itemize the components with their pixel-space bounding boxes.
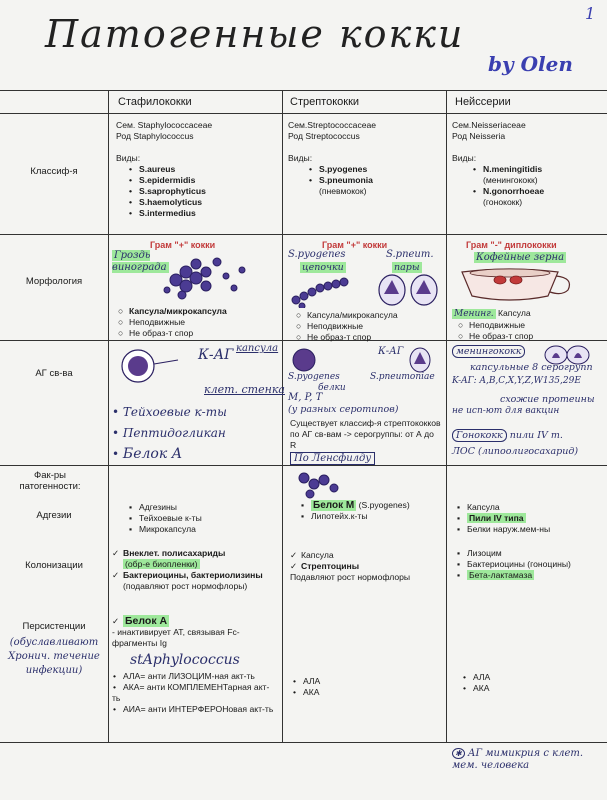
list-item: • S.pyogenes xyxy=(308,164,368,174)
list-item: ✓ Стрептоцины xyxy=(290,561,360,571)
morph-strep-item: Неподвижные xyxy=(307,321,364,331)
list-item: ✓ Капсула xyxy=(290,550,334,560)
ag-strep-pneum: S.pneumoniae xyxy=(370,372,435,382)
ag-staph-item: Тейхоевые к-ты xyxy=(122,405,227,419)
morph-neis-item: Капсула xyxy=(498,308,531,318)
list-item: • S.epidermidis xyxy=(128,175,196,185)
list-item: ○ Капсула/микрокапсула xyxy=(118,306,227,316)
list-item xyxy=(472,197,602,208)
asterisk-icon: ✱ xyxy=(452,748,465,759)
list-item: • S.haemolyticus xyxy=(128,197,203,207)
persistence-neis-item: АКА xyxy=(473,683,490,693)
list-item xyxy=(308,186,443,197)
adhesion-strep-protein-m-note: (S.pyogenes) xyxy=(358,500,410,510)
persistence-strep-item: АКА xyxy=(303,687,320,697)
row-label-adhesion: Адгезии xyxy=(36,510,72,521)
species-name: S.intermedius xyxy=(139,208,196,218)
adhesion-neis-list xyxy=(456,502,550,535)
persistence-neis xyxy=(462,672,490,694)
row-label-morphology: Морфология xyxy=(25,276,83,287)
morph-strep-hand2: S.pneum. xyxy=(386,249,434,260)
class-staph-genus: Род Staphylococcus xyxy=(116,131,194,141)
column-header-staph: Стафилококки xyxy=(118,96,192,108)
ag-strep-lancefield: По Ленсфилду xyxy=(290,452,375,465)
morph-staph-hand xyxy=(112,250,167,274)
class-staph xyxy=(116,120,276,219)
column-header-strep: Стрептококки xyxy=(290,96,360,108)
ag-strep-pyo: S.pyogenes xyxy=(288,372,340,382)
species-name: N.gonorrhoeae xyxy=(483,186,545,196)
list-item xyxy=(452,308,602,320)
ag-neis-pili: пили IV т. xyxy=(509,430,563,441)
list-item: ○ Капсула/микрокапсула xyxy=(296,310,398,320)
row-label-colonization: Колонизации xyxy=(25,560,83,571)
list-item: • АКА xyxy=(292,687,320,697)
list-item: • S.intermedius xyxy=(128,208,196,218)
colonization-staph-item: Бактериоцины, бактериолизины xyxy=(123,570,263,580)
persistence-strep-item: АЛА xyxy=(303,676,321,686)
persistence-staph-item: АЛА= анти ЛИЗОЦИМ-ная акт-ть xyxy=(123,671,255,681)
colonization-neis-item: Бактериоцины (гоноцины) xyxy=(467,559,571,569)
list-item: • АИА= анти ИНТЕРФЕРОНовая акт-ть xyxy=(112,704,274,714)
list-item: • АЛА xyxy=(292,676,321,686)
list-item: ▪ Липотейх.к-ты xyxy=(300,511,368,521)
morph-strep-hand1: S.pyogenes xyxy=(288,249,346,260)
ag-staph-wall: клет. стенка xyxy=(204,383,285,396)
class-neis-species-label: Виды: xyxy=(452,153,477,163)
colonization-strep-item: Стрептоцины xyxy=(301,561,360,571)
coffee-cup-icon xyxy=(452,266,582,306)
list-item: ○ Неподвижные xyxy=(118,317,186,327)
list-item: ▪ Белок М (S.pyogenes) xyxy=(300,500,410,511)
adhesion-neis-item: Белки наруж.мем-ны xyxy=(467,524,551,534)
ag-strep-mpt: M, P, T xyxy=(288,392,323,403)
list-item: • N.meningitidis xyxy=(472,164,543,174)
author-byline: by Olen xyxy=(488,52,573,76)
persistence-staph-hand: stAphylococcus xyxy=(130,652,240,668)
list-item: ✓ Белок А xyxy=(112,615,168,627)
list-item: ○ Не образ-т спор xyxy=(458,331,534,341)
persistence-neis-item: АЛА xyxy=(473,672,491,682)
ag-neis-groups: K-AГ: A,B,C,X,Y,Z,W135,29E xyxy=(452,376,581,386)
species-note: (пневмокок) xyxy=(319,186,367,196)
colonization-staph-item: Внеклет. полисахариды xyxy=(123,548,226,558)
ag-neis-caps: капсульные 8 серогрупп xyxy=(470,362,593,373)
morph-strep-hand3 xyxy=(300,262,346,273)
list-item: • Белок А xyxy=(112,446,183,462)
ag-strep-text: Существует классиф-я стрептококков по АГ св-вам -> серогруппы: от А до R xyxy=(290,418,441,450)
morph-strep-header: Грам "+" кокки xyxy=(322,240,388,250)
ag-staph-item: Пептидогликан xyxy=(122,426,226,440)
persistence-staph-item: АИА= анти ИНТЕРФЕРОНовая акт-ть xyxy=(123,704,274,714)
list-item: • АКА xyxy=(462,683,490,693)
ag-staph-capsule: капсула xyxy=(236,343,279,354)
ag-strep-proteins: белки xyxy=(318,383,346,393)
list-item xyxy=(472,175,602,186)
pneumococcus-pair-icon xyxy=(372,272,444,308)
grape-cluster-icon xyxy=(162,250,252,306)
class-staph-family: Сем. Staphylococcaceae xyxy=(116,120,213,130)
persistence-staph-protein-a: Белок А xyxy=(125,615,168,627)
morph-neis-hand2: Менинг. xyxy=(454,309,494,319)
list-item: • АКА= анти КОМПЛЕМЕНТарная акт-ть xyxy=(112,682,270,703)
list-item: • S.pneumonia xyxy=(308,175,373,185)
adhesion-staph-item: Адгезины xyxy=(139,502,177,512)
staph-cell-diagram-icon xyxy=(118,346,208,386)
persistence-staph xyxy=(112,616,277,715)
class-staph-species-label: Виды: xyxy=(116,153,141,163)
ag-staph-ag: К-АГ xyxy=(198,347,234,363)
colonization-strep-note: Подавляют рост нормофлоры xyxy=(290,572,411,582)
class-strep-genus: Род Streptococcus xyxy=(288,131,360,141)
species-name: S.haemolyticus xyxy=(139,197,203,207)
colonization-strep-item: Капсула xyxy=(301,550,334,560)
class-strep xyxy=(288,120,443,197)
list-item: ○ Неподвижные xyxy=(296,321,364,331)
morph-neis-list xyxy=(452,308,602,342)
colonization-staph-item: (обр-е биопленки) xyxy=(125,559,198,569)
list-item: • Пептидогликан xyxy=(112,426,226,440)
ag-neis-gono-row xyxy=(452,430,563,441)
table-rule-class xyxy=(0,234,607,235)
list-item: ▪ Белки наруж.мем-ны xyxy=(456,524,551,534)
species-name: S.aureus xyxy=(139,164,176,174)
colonization-neis-item: Лизоцим xyxy=(467,548,502,558)
morph-neis-hand xyxy=(474,252,566,263)
ag-strep-ag: К-АГ xyxy=(378,346,404,357)
list-item: ▪ Бета-лактамаза xyxy=(456,570,533,580)
ag-strep-serotypes: (у разных серотипов) xyxy=(288,404,399,415)
table-col-2 xyxy=(282,90,283,742)
persistence-staph-desc: - инактивирует АТ, связывая Fc-фрагменты Ig xyxy=(112,627,240,648)
species-name: S.pneumonia xyxy=(319,175,373,185)
adhesion-neis-item: Пили IV типа xyxy=(469,513,524,523)
list-item: ▪ Адгезины xyxy=(128,502,177,512)
footnote xyxy=(452,748,602,772)
ag-neis-gono: Гонококк xyxy=(452,429,507,442)
table-rule-head xyxy=(0,113,607,114)
table-rule-ag xyxy=(0,465,607,466)
list-item: ✓ Бактериоцины, бактериолизины xyxy=(112,570,263,580)
adhesion-strep xyxy=(300,500,444,522)
list-item: • N.gonorrhoeae xyxy=(472,186,545,196)
list-item: ○ Не образ-т спор xyxy=(118,328,194,338)
species-name: S.saprophyticus xyxy=(139,186,206,196)
ag-neis-similar: схожие протеины xyxy=(500,394,595,405)
page-number: 1 xyxy=(585,4,596,23)
class-neis xyxy=(452,120,602,208)
list-item: • S.aureus xyxy=(128,164,176,174)
colonization-neis-list xyxy=(456,548,602,581)
table-col-1 xyxy=(108,90,109,742)
morph-strep-hand3-text: цепочки xyxy=(302,262,344,273)
adhesion-staph-list xyxy=(128,502,202,535)
list-item xyxy=(123,559,277,570)
strep-cell-diagram-icon xyxy=(290,346,440,374)
list-item: ▪ Тейхоевые к-ты xyxy=(128,513,202,523)
strep-cluster-icon xyxy=(296,470,356,500)
class-strep-species-label: Виды: xyxy=(288,153,313,163)
list-item: • Тейхоевые к-ты xyxy=(112,405,227,419)
persistence-staph-item: АКА= анти КОМПЛЕМЕНТарная акт-ть xyxy=(112,682,270,703)
row-label-classification: Классиф-я xyxy=(30,166,78,177)
morph-strep-list xyxy=(290,310,440,343)
morph-strep-item: Капсула/микрокапсула xyxy=(307,310,398,320)
morph-staph-list xyxy=(112,306,277,339)
class-staph-species-list xyxy=(128,164,276,219)
class-strep-family: Сем.Streptococcaceae xyxy=(288,120,377,130)
morph-staph-item: Капсула/микрокапсула xyxy=(129,306,227,316)
row-label-persistence-note: (обуславливают Хронич. течение инфекции) xyxy=(8,637,100,676)
list-item: ▪ Микрокапсула xyxy=(128,524,196,534)
ag-neis-los: ЛОС (липоолигосахарид) xyxy=(452,446,579,457)
morph-staph-hand-text: Гроздь винограда xyxy=(112,250,167,273)
adhesion-staph-item: Микрокапсула xyxy=(139,524,196,534)
species-name: S.epidermidis xyxy=(139,175,196,185)
adhesion-strep-item: Липотейх.к-ты xyxy=(311,511,368,521)
colonization-strep xyxy=(290,550,440,583)
row-label-pathogenicity: Фак-ры патогенности: xyxy=(19,470,81,492)
morph-neis-hand-text: Кофейные зерна xyxy=(476,252,565,263)
list-item: • АЛА= анти ЛИЗОЦИМ-ная акт-ть xyxy=(112,671,255,681)
colonization-neis-item: Бета-лактамаза xyxy=(469,570,533,580)
persistence-strep xyxy=(292,676,320,698)
list-item: ▪ Лизоцим xyxy=(456,548,502,558)
list-item: ▪ Капсула xyxy=(456,502,500,512)
colonization-staph-note: (подавляют рост нормофлоры) xyxy=(123,581,248,591)
table-col-3 xyxy=(446,90,447,742)
column-header-neis: Нейссерии xyxy=(455,96,511,108)
species-name: S.pyogenes xyxy=(319,164,368,174)
ag-staph-list xyxy=(112,402,277,465)
class-strep-species-list xyxy=(308,164,443,197)
morph-strep-item: Не образ-т спор xyxy=(307,332,372,342)
morph-staph-item: Неподвижные xyxy=(129,317,186,327)
list-item: • АЛА xyxy=(462,672,491,682)
footnote-text: АГ мимикрия с клет. мем. человека xyxy=(452,748,584,771)
adhesion-neis-item: Капсула xyxy=(467,502,500,512)
table-border-top xyxy=(0,90,607,91)
ag-neis-mening: менингококк xyxy=(452,345,525,358)
ag-staph-item: Белок А xyxy=(122,446,183,462)
list-item: ▪ Бактериоцины (гоноцины) xyxy=(456,559,571,569)
ag-neis-hidden: не исп-ют для вакцин xyxy=(452,406,560,416)
table-rule-bottom xyxy=(0,742,607,743)
morph-strep-hand4-text: пары xyxy=(394,262,420,273)
list-item: ✓ Внеклет. полисахариды xyxy=(112,548,226,558)
morph-staph-item: Не образ-т спор xyxy=(129,328,194,338)
list-item: ▪ Пили IV типа xyxy=(456,513,524,523)
class-neis-genus: Род Neisseria xyxy=(452,131,506,141)
row-label-antigens: АГ св-ва xyxy=(35,368,73,379)
list-item: • S.saprophyticus xyxy=(128,186,206,196)
list-item: ○ Неподвижные xyxy=(458,320,526,330)
species-note: (менингококк) xyxy=(483,175,538,185)
morph-staph-header: Грам "+" кокки xyxy=(150,240,216,250)
morph-neis-item: Не образ-т спор xyxy=(469,331,534,341)
colonization-staph xyxy=(112,548,277,592)
row-label-persistence: Персистенции xyxy=(22,621,86,632)
class-neis-family: Сем.Neisseriaceae xyxy=(452,120,526,130)
page-title: Патогенные кокки xyxy=(45,12,465,56)
morph-neis-header: Грам "-" диплококки xyxy=(466,240,557,250)
morph-neis-item: Неподвижные xyxy=(469,320,526,330)
adhesion-staph-item: Тейхоевые к-ты xyxy=(139,513,202,523)
species-name: N.meningitidis xyxy=(483,164,543,174)
list-item: ○ Не образ-т спор xyxy=(296,332,372,342)
species-note: (гонококк) xyxy=(483,197,523,207)
strep-chain-icon xyxy=(288,274,368,308)
adhesion-strep-protein-m: Белок М xyxy=(313,500,355,511)
class-neis-species-list xyxy=(472,164,602,208)
